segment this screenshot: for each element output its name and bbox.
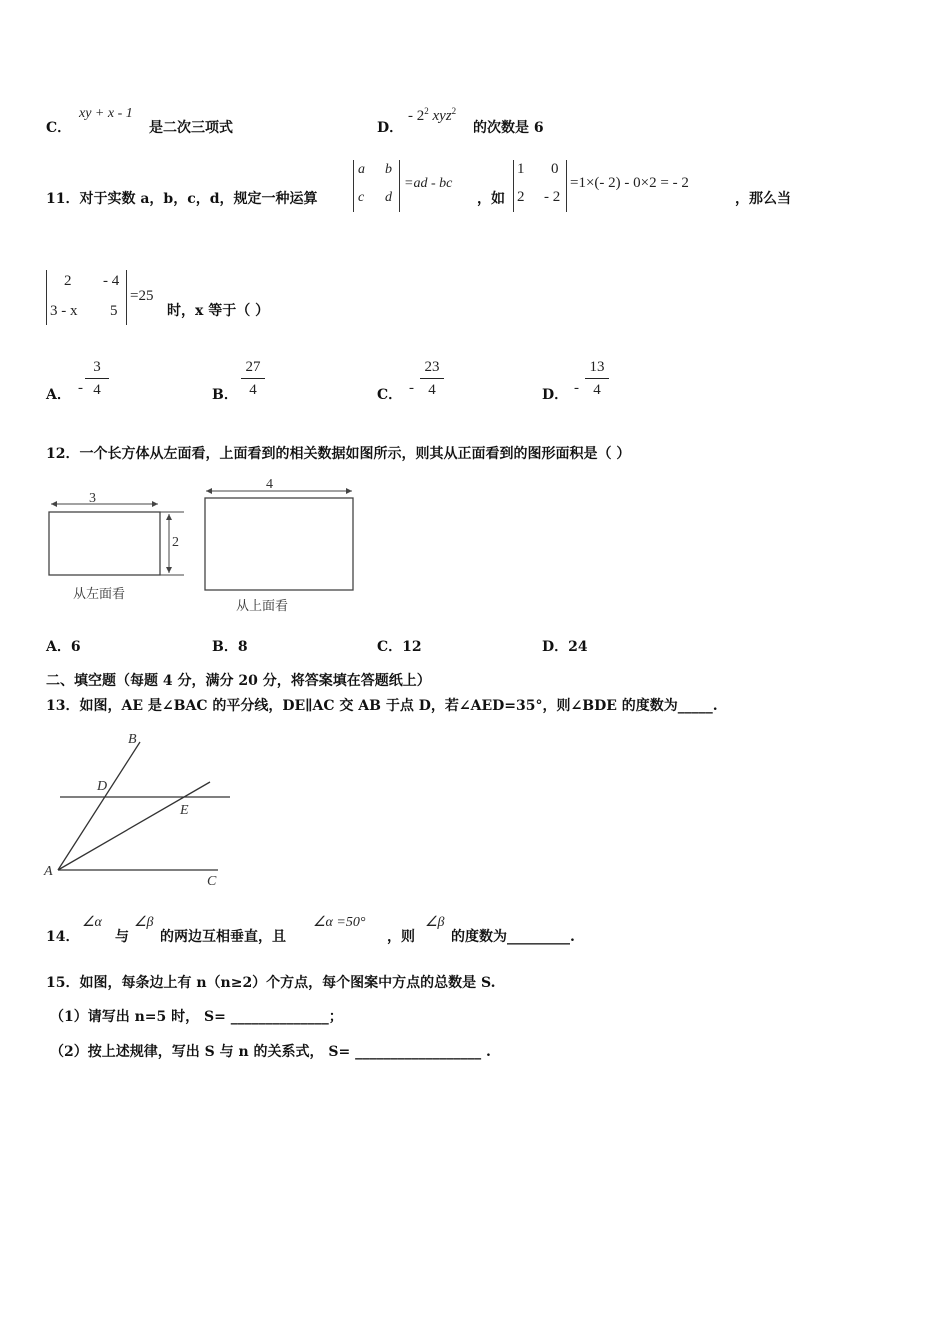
q11-option-c-sign: - xyxy=(409,380,414,396)
eq-rhs: =25 xyxy=(130,288,154,304)
q10-c-text: 是二次三项式 xyxy=(149,120,233,136)
q11-option-c-label[interactable]: C． xyxy=(377,387,403,403)
label-b: B xyxy=(128,732,137,747)
top-width-label: 4 xyxy=(266,477,273,492)
q11-option-b-label[interactable]: B． xyxy=(212,387,238,403)
q11-option-a-label[interactable]: A． xyxy=(46,387,71,403)
ex-21: 2 xyxy=(517,189,525,205)
left-view-caption: 从左面看 xyxy=(73,587,126,602)
top-view-rect xyxy=(205,498,353,590)
q11-option-b-fraction: 27 4 xyxy=(241,358,265,399)
det-definition: =ad - bc xyxy=(404,176,453,191)
q12-stem: 12．一个长方体从左面看，上面看到的相关数据如图所示，则其从正面看到的图形面积是（ ） xyxy=(46,446,631,462)
det-bar-left xyxy=(353,160,354,212)
q10-d-expression: - $2^2$ xyz$^2$ xyxy=(408,106,457,124)
ex-bar-left xyxy=(513,160,514,212)
q15-part-1: （1）请写出 n=5 时， S= ______________； xyxy=(50,1009,343,1025)
ex-12: 0 xyxy=(551,161,559,177)
eq-bar-right xyxy=(126,270,127,325)
q13-stem: 13．如图，AE 是∠BAC 的平分线，DE∥AC 交 AB 于点 D，若∠AED=35°，则∠BDE 的度数为_____. xyxy=(46,698,718,714)
q14-tail: 的度数为_________. xyxy=(451,929,575,945)
q11-intro: 11．对于实数 a，b，c，d，规定一种运算 xyxy=(46,191,318,207)
q12-option-b[interactable]: B．8 xyxy=(212,639,248,655)
q12-figures xyxy=(40,475,370,620)
label-d: D xyxy=(97,779,108,794)
q10-d-label: D． xyxy=(377,120,404,136)
ex-22: - 2 xyxy=(544,189,561,205)
ex-bar-right xyxy=(566,160,567,212)
det-b: b xyxy=(385,162,392,177)
eq-bar-left xyxy=(46,270,47,325)
det-a: a xyxy=(358,162,365,177)
eq-22: 5 xyxy=(110,303,118,319)
eq-12: - 4 xyxy=(103,273,120,289)
left-height-label: 2 xyxy=(172,535,179,550)
section-heading: 二、填空题（每题 4 分，满分 20 分，将答案填在答题纸上） xyxy=(46,673,431,689)
q10-c-expression: xy + x - 1 xyxy=(79,106,133,121)
q10-d-text: 的次数是 6 xyxy=(473,120,544,136)
q12-option-c[interactable]: C．12 xyxy=(377,639,422,655)
eq-21: 3 - x xyxy=(50,303,78,319)
left-width-label: 3 xyxy=(89,491,96,506)
q13-figure xyxy=(40,728,240,893)
ex-11: 1 xyxy=(517,161,525,177)
q11-option-d-sign: - xyxy=(574,380,579,396)
ex-evaluation: =1×(- 2) - 0×2 = - 2 xyxy=(570,175,689,191)
label-c: C xyxy=(207,874,217,889)
ray-ab xyxy=(58,742,140,870)
q14-number: 14． xyxy=(46,929,80,945)
q14-beta: ∠β xyxy=(134,915,154,930)
q14-ze: ，则 xyxy=(387,929,415,945)
label-e: E xyxy=(180,803,189,818)
eq-11: 2 xyxy=(64,273,72,289)
q15-part-2: （2）按上述规律，写出 S 与 n 的关系式， S= __________________ . xyxy=(50,1044,491,1060)
q12-option-a[interactable]: A．6 xyxy=(46,639,81,655)
q11-option-a-sign: - xyxy=(78,380,83,396)
label-a: A xyxy=(44,864,53,879)
q14-mid: 的两边互相垂直，且 xyxy=(160,929,286,945)
q10-c-label: C． xyxy=(46,120,72,136)
q14-alpha: ∠α xyxy=(82,915,102,930)
q11-option-d-fraction: 13 4 xyxy=(585,358,609,399)
q11-eq-tail: 时，x 等于（ ） xyxy=(167,303,270,319)
q11-example-intro: ，如 xyxy=(477,191,505,207)
q11-option-d-label[interactable]: D． xyxy=(542,387,569,403)
q15-stem: 15．如图，每条边上有 n（n≥2）个方点，每个图案中方点的总数是 S. xyxy=(46,975,496,991)
det-bar-right xyxy=(399,160,400,212)
q11-option-a-fraction: 3 4 xyxy=(85,358,109,399)
top-view-caption: 从上面看 xyxy=(236,599,289,614)
q11-then: ，那么当 xyxy=(735,191,791,207)
left-view-rect xyxy=(49,512,160,575)
q14-alpha-equation: ∠α =50° xyxy=(313,915,366,930)
ray-ae xyxy=(58,782,210,870)
q14-yu: 与 xyxy=(115,929,129,945)
det-c: c xyxy=(358,190,365,205)
det-d: d xyxy=(385,190,392,205)
q12-option-d[interactable]: D．24 xyxy=(542,639,588,655)
q11-option-c-fraction: 23 4 xyxy=(420,358,444,399)
q14-beta-2: ∠β xyxy=(425,915,445,930)
